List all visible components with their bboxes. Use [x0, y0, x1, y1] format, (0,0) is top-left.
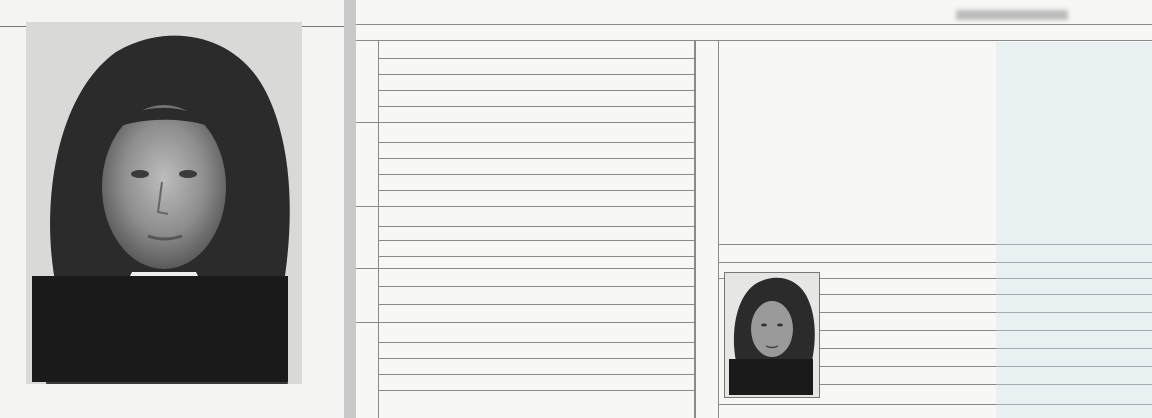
- name-slate: [32, 276, 288, 382]
- faded-overlay: [996, 42, 1152, 418]
- redacted-ssn: [956, 10, 1068, 20]
- employee-history-card: [356, 0, 1152, 418]
- misc-name-slate: [729, 359, 813, 395]
- photo-panel: [0, 0, 344, 418]
- misc-photo: [724, 272, 820, 398]
